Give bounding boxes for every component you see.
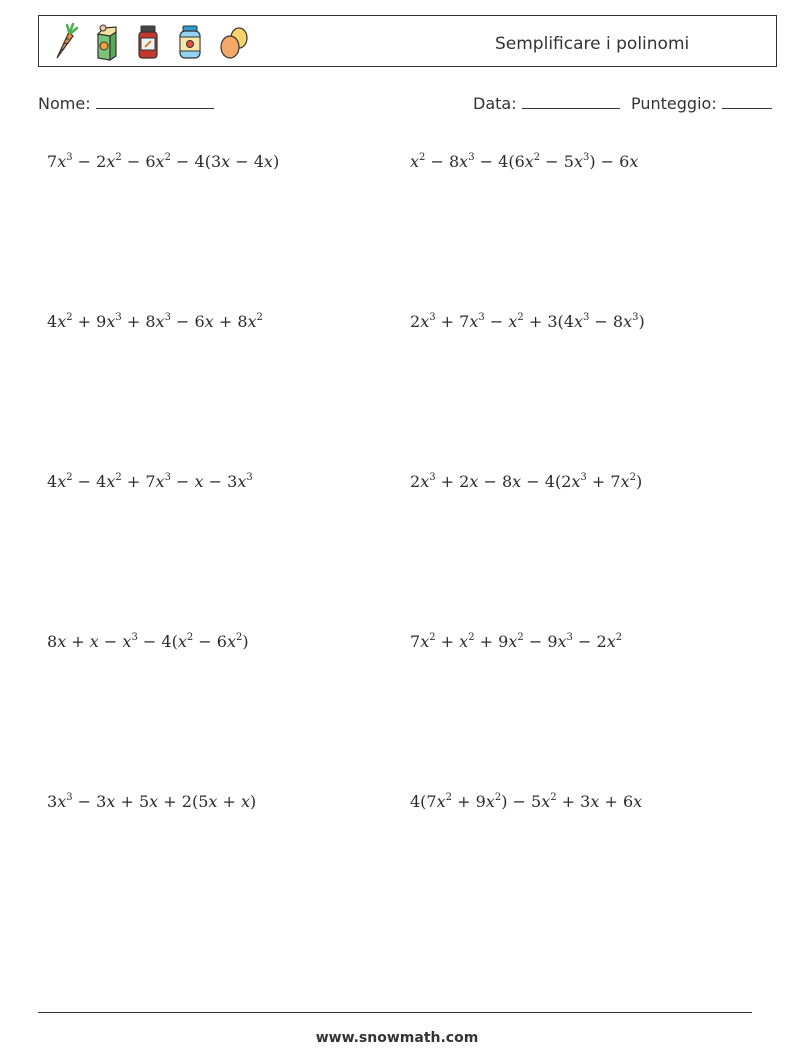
date-label: Data: [473, 94, 517, 113]
footer-url[interactable]: www.snowmath.com [315, 1030, 479, 1046]
score-field[interactable] [631, 93, 772, 113]
baby-food-jar-icon [175, 22, 205, 62]
problem-5: $4x^2 - 4x^2 + 7x^3 - x - 3x^3$ [47, 471, 253, 491]
problem-9: $3x^3 - 3x + 5x + 2(5x + x)$ [47, 791, 257, 811]
jam-jar-icon [133, 22, 163, 62]
problem-1: $7x^3 - 2x^2 - 6x^2 - 4(3x - 4x)$ [47, 151, 280, 171]
header-box [38, 15, 777, 67]
problem-4: $2x^3 + 7x^3 - x^2 + 3(4x^3 - 8x^3)$ [410, 311, 645, 331]
footer-divider [38, 1012, 752, 1013]
carrot-icon [49, 22, 79, 62]
problem-2: $x^2 - 8x^3 - 4(6x^2 - 5x^3) - 6x$ [410, 151, 639, 171]
date-blank[interactable] [522, 93, 620, 109]
juice-carton-icon [91, 22, 121, 62]
date-field[interactable] [473, 93, 620, 113]
problem-3: $4x^2 + 9x^3 + 8x^3 - 6x + 8x^2$ [47, 311, 263, 331]
name-label: Nome: [38, 94, 91, 113]
problem-10: $4(7x^2 + 9x^2) - 5x^2 + 3x + 6x$ [410, 791, 643, 811]
problem-7: $8x + x - x^3 - 4(x^2 - 6x^2)$ [47, 631, 249, 651]
name-blank[interactable] [96, 93, 214, 109]
eggs-icon [217, 22, 251, 62]
problem-8: $7x^2 + x^2 + 9x^2 - 9x^3 - 2x^2$ [410, 631, 623, 651]
name-field[interactable] [38, 93, 214, 113]
score-blank[interactable] [722, 93, 772, 109]
score-label: Punteggio: [631, 94, 717, 113]
page-title: Semplificare i polinomi [495, 34, 690, 54]
problem-6: $2x^3 + 2x - 8x - 4(2x^3 + 7x^2)$ [410, 471, 643, 491]
header-icons [49, 22, 251, 62]
